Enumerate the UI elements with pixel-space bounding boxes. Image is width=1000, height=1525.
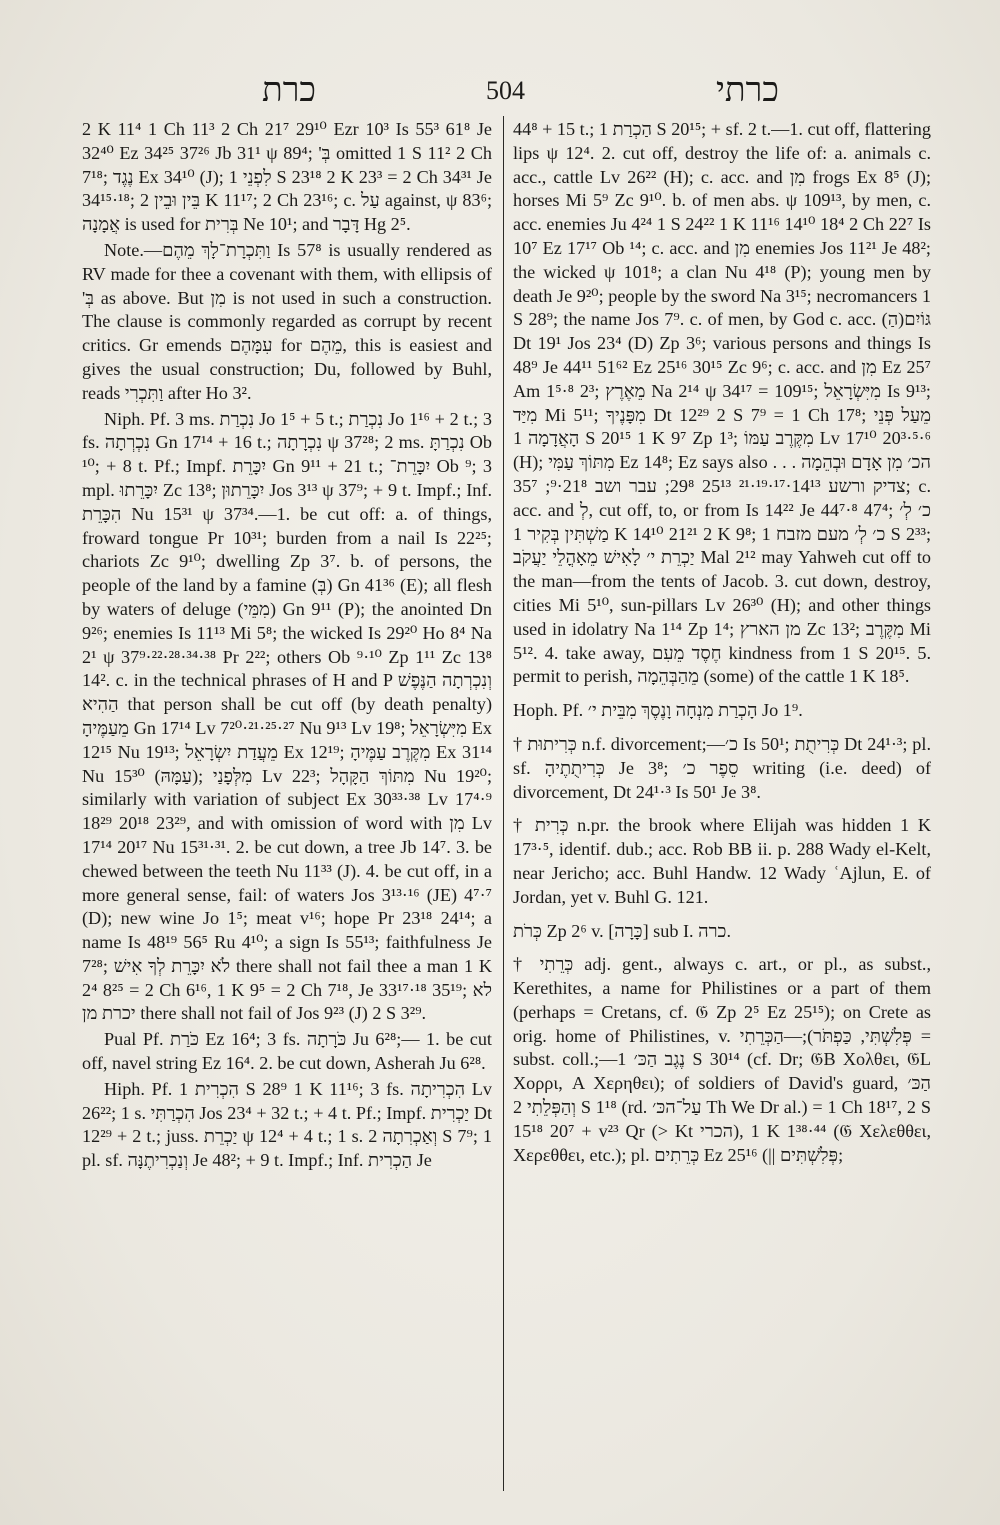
running-head-left: כרת <box>262 72 317 109</box>
right-column <box>513 118 931 1498</box>
running-head-right: כרתי <box>716 72 779 109</box>
note-paragraph: Note.—וַתִּכְרָת־לָךְ מֵהֶם Is 57⁸ is usually rendered as RV made for thee a covenant with them, with ellipsis of 'בְּ as above. But מִן is not used in such a construction. The clause is commonly regarded as corrupt by recent critics. Gr emends עִמָּהֶם for מֵהֶם, this is easiest and gives the usual construction; Du, followed by Buhl, reads וַתִּכְרִי after Ho 3². <box>82 239 492 403</box>
hiphil-paragraph: Hiph. Pf. הִכְרִית 1 S 28⁹ 1 K 11¹⁶; 3 fs. הִכְרִיתָה Lv 26²²; 1 s. הִכְרַתִּי Jos 23⁴ + 32 t.; + 4 t. Pf.; Impf. יַכְרִית Dt 12²⁹ + 2 t.; juss. יַכְרֵת ψ 12⁴ + 4 t.; 1 s. וְאַכְרִתָה 2 S 7⁹; 1 pl. sf. וְנַכְרִיתֶנָּה Je 48²; + 9 t. Impf.; Inf. הַכְרִית Je <box>82 1078 492 1171</box>
niphal-paragraph: Niph. Pf. 3 ms. נִכְרַת Jo 1⁵ + 5 t.; נִכְרַת Jo 1¹⁶ + 2 t.; 3 fs. נִכְרְתָה Gn 17¹⁴ + 16 t.; נִכְרָתָה ψ 37²⁸; 2 ms. נִכְרַתָּ Ob ¹⁰; + 8 t. Pf.; Impf. יִכָּרֵת Gn 9¹¹ + 21 t.; יִכָּרֵת־ Ob ⁹; 3 mpl. יִכָּרֵתוּ Zc 13⁸; יִכָּרֵתוּן Jos 3¹³ ψ 37⁹; + 9 t. Impf.; Inf. הִכָּרֵת Nu 15³¹ ψ 37³⁴.—1. be cut off: a. of things, froward tongue Pr 10³¹; burden from a nail Is 22²⁵; chariots Zc 9¹⁰; dwelling Zp 3⁷. b. of persons, the people of the land by a famine (בְּ) Gn 41³⁶ (E); all flesh by waters of deluge (מִמֵּי) Gn 9¹¹ (P); the anointed Dn 9²⁶; enemies Is 11¹³ Mi 5⁸; the wicked Is 29²⁰ Ho 8⁴ Na 2¹ ψ 37⁹·²²·²⁸·³⁴·³⁸ Pr 2²²; others Ob ⁹·¹⁰ Zp 1¹¹ Zc 13⁸ 14². c. in the technical phrases of H and P וְנִכְרְתָה הַנֶּפֶשׁ הַהִיא that person shall be cut off (by death penalty) מֵעַמֶּיהָ Gn 17¹⁴ Lv 7²⁰·²¹·²⁵·²⁷ Nu 9¹³ Lv 19⁸; מִיִּשְׂרָאֵל Ex 12¹⁵ Nu 19¹³; מֵעֲדַת יִשְׂרָאֵל Ex 12¹⁹; מִקֶּרֶב עַמֶּיהָ Ex 31¹⁴ Nu 15³⁰ (עַמָּהּ); מִלְּפָנַי Lv 22³; מִתּוֹךְ הַקָּהָל Nu 19²⁰; similarly with variation of subject Ex 30³³·³⁸ Lv 17⁴·⁹ 18²⁹ 20¹⁸ 23²⁹, and with omission of word with מִן Lv 17¹⁴ 20¹⁷ Nu 15³¹·³¹. 2. be cut down, a tree Jb 14⁷. 3. be chewed between the teeth Nu 11³³ (J). 4. be cut off, in a more general sense, fail: of waters Jos 3¹³·¹⁶ (JE) 4⁷·⁷ (D); new wine Jo 1⁵; meat v¹⁶; hope Pr 23¹⁸ 24¹⁴; a name Is 48¹⁹ 56⁵ Ru 4¹⁰; a sign Is 55¹³; faithfulness Je 7²⁸; לֹא יִכָּרֵת לְךָ אִישׁ there shall not fail thee a man 1 K 2⁴ 8²⁵ = 2 Ch 6¹⁶, 1 K 9⁵ = 2 Ch 7¹⁸, Je 33¹⁷·¹⁸ 35¹⁹; לא יכרת מן there shall not fail of Jos 9²³ (J) 2 S 3²⁹. <box>82 408 492 1024</box>
entry-paragraph: 2 K 11⁴ 1 Ch 11³ 2 Ch 21⁷ 29¹⁰ Ezr 10³ Is 55³ 61⁸ Je 32⁴⁰ Ez 34²⁵ 37²⁶ Jb 31¹ ψ 89⁴; 'בְּ omitted 1 S 11² 2 Ch 7¹⁸; נֶגֶד Ex 34¹⁰ (J); לִפְנֵי 1 S 23¹⁸ 2 K 23³ = 2 Ch 34³¹ Je 34¹⁵·¹⁸; בֵּין וּבֵין 2 K 11¹⁷; 2 Ch 23¹⁶; c. עַל against, ψ 83⁶; אֲמָנָה is used for בְּרִית Ne 10¹; and דָּבָר Hg 2⁵. <box>82 119 492 235</box>
entry-kerot: כְּרֹת Zp 2⁶ v. [כָּרָה] sub I. כרה. <box>513 920 731 941</box>
entry-keritut: † כְּרִיתוּת n.f. divorcement;—כ׳ Is 50¹; כְּרִיתֻת Dt 24¹·³; pl. sf. כְּרִיתֻתֶיהָ Je 3⁸; סֵפֶר כ׳ writing (i.e. deed) of divorcement, Dt 24¹·³ Is 50¹ Je 3⁸. <box>513 733 931 802</box>
column-rule <box>503 116 504 1491</box>
page-number: 504 <box>486 76 525 105</box>
hiphil-continued-paragraph: 44⁸ + 15 t.; הַכְרַת 1 S 20¹⁵; + sf. 2 t.—1. cut off, flattering lips ψ 12⁴. 2. cut off, destroy the life of: a. animals c. acc., cattle Lv 26²² (H); c. acc. and מִן frogs Ex 8⁵ (J); horses Mi 5⁹ Zc 9¹⁰. b. of men abs. ψ 109¹³, by men, c. acc. enemies Ju 4²⁴ 1 S 24²² 1 K 11¹⁶ 14¹⁰ 18⁴ 2 Ch 22⁷ Is 10⁷ Ez 17¹⁷ Ob ¹⁴; c. acc. and מִן enemies Jos 11²¹ Je 48²; the wicked ψ 101⁸; a clan Nu 4¹⁸ (P); young men by death Je 9²⁰; people by the sword Na 3¹⁵; necromancers 1 S 28⁹; the name Jos 7⁹. c. of men, by God c. acc. (הַ)גּוֹיִם Dt 19¹ Jos 23⁴ (D) Zp 3⁶; various persons and things Is 48⁹ Je 44¹¹ 51⁶² Ez 25¹⁶ 30¹⁵ Zc 9⁶; c. acc. and מִן Ez 25⁷ Am 1⁵·⁸ 2³; מֵאֶרֶץ Na 2¹⁴ ψ 34¹⁷ = 109¹⁵; מִיִּשְׂרָאֵל Is 9¹³; מִיַּד Mi 5¹¹; מִפָּנֶיךָ Dt 12²⁹ 2 S 7⁹ = 1 Ch 17⁸; מֵעַל פְּנֵי הָאֲדָמָה 1 S 20¹⁵ 1 K 9⁷ Zp 1³; מִקֶּרֶב עַמּוֹ Lv 17¹⁰ 20³·⁵·⁶ (H); מִתּוֹךְ עַמִּי Ez 14⁸; Ez says also הכ׳ מִן אָדָם וּבְהֵמָה . . . צדיק ורשע 14¹³·¹⁷·¹⁹·²¹ 25¹³ 29⁸; עבר ושב 21⁸·⁹; 35⁷; c. acc. and לְ, cut off, to, or from Is 14²² Je 44⁷·⁸ 47⁴; כ׳ לְ׳ מַשְׁתִּין בְּקִיר 1 K 14¹⁰ 21²¹ 2 K 9⁸; כ׳ לְ׳ מעם מזבח 1 S 2³³; יַכְרֵת י׳ לָאִישׁ מֵאָהֳלֵי יַעֲקֹב Mal 2¹² may Yahweh cut off to the man—from the tents of Jacob. 3. cut down, destroy, cities Mi 5¹⁰, sun-pillars Lv 26³⁰ (H); and other things used in idolatry Na 1¹⁴ Zp 1⁴; מן הארץ Zc 13²; מִקֶּרֶב Mi 5¹². 4. take away, חֶסֶד מֵעִם kindness from 1 S 20¹⁵. 5. permit to perish, מֵהַבְּהֵמָה (some) of the cattle 1 K 18⁵. <box>513 119 931 687</box>
entry-kereti: † כְּרֵתִי adj. gent., always c. art., or pl., as subst., Kerethites, a name for Philistines or a part of them (perhaps = Cretans, cf. 𝔊 Zp 2⁵ Ez 25¹⁵); on Crete as orig. home of Philistines, v. פְּלִשְׁתִּי, כַּפְתֹּר);—הַכְּרֵתִי = subst. coll.;—נֶגֶב הַכּ׳ 1 S 30¹⁴ (cf. Dr; 𝔊B Χολθει, 𝔊L Χορρι, A Χερηθει); of soldiers of David's guard, הַכּ׳ וְהַפְּלֵתִי 2 S 1¹⁸ (rd. עַל־הכּ׳ Th We Dr al.) = 1 Ch 18¹⁷, 2 S 15¹⁸ 20⁷ + v²³ Qr (> Kt הכרי), 1 K 1³⁸·⁴⁴ (𝔊 Χελεθθει, Χερεθθει, etc.); pl. כְּרֵתִים Ez 25¹⁶ (|| פְּלִשְׁתִּים; <box>513 954 931 1165</box>
pual-paragraph: Pual Pf. כֹּרַת Ez 16⁴; 3 fs. כֹּרָתָה Ju 6²⁸;— 1. be cut off, navel string Ez 16⁴. 2. be cut down, Asherah Ju 6²⁸. <box>82 1029 492 1074</box>
hophal-paragraph: Hoph. Pf. הָכְרַת מִנְחָה וָנֶסֶךְ מִבֵּית י׳ Jo 1⁹. <box>513 700 803 721</box>
entry-kerit: † כְּרִית n.pr. the brook where Elijah was hidden 1 K 17³·⁵, identif. dub.; acc. Rob BB ii. p. 288 Wady el-Kelt, near Jericho; acc. Buhl Handw. 12 Wady ʿAjlun, E. of Jordan, yet v. Buhl G. 121. <box>513 815 931 907</box>
page-header <box>0 72 1000 112</box>
left-column <box>82 118 492 1498</box>
